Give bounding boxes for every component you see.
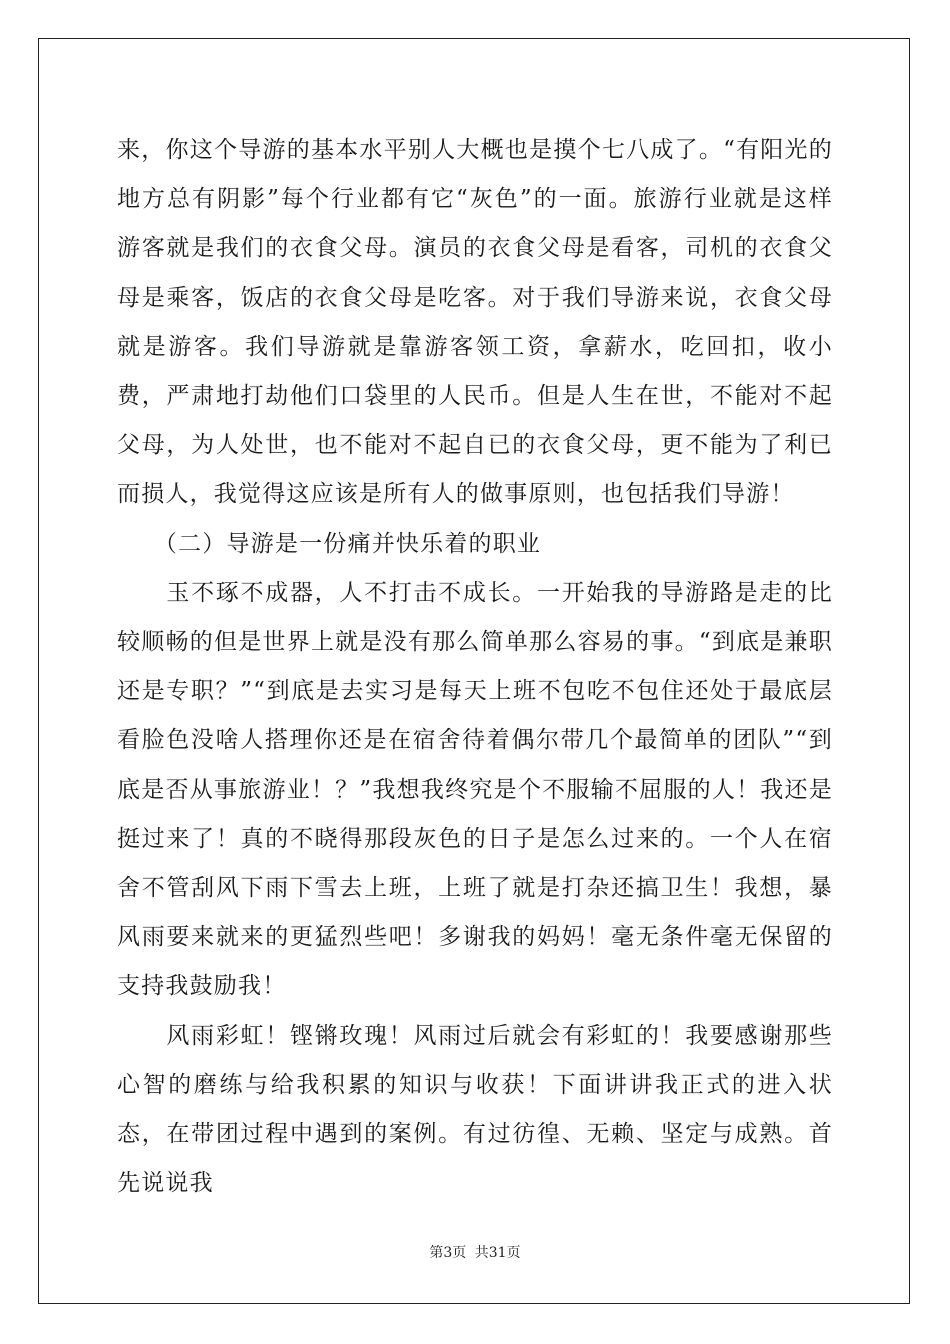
paragraph-continuation: 来，你这个导游的基本水平别人大概也是摸个七八成了。“有阳光的地方总有阴影”每个行业都有它“灰色”的一面。旅游行业就是这样游客就是我们的衣食父母。演员的衣食父母是看客，司机的衣食父母是乘客，饭店的衣食父母是吃客。对于我们导游来说，衣食父母就是游客。我们导游就是靠游客领工资，拿薪水，吃回扣，收小费，严肃地打劫他们口袋里的人民币。但是人生在世，不能对不起父母，为人处世，也不能对不起自已的衣食父母，更不能为了利已而损人，我觉得这应该是所有人的做事原则，也包括我们导游！ xyxy=(117,137,833,508)
paragraph-rainbow: 风雨彩虹！铿锵玫瑰！风雨过后就会有彩虹的！我要感谢那些心智的磨练与给我积累的知识与收获！下面讲讲我正式的进入状态，在带团过程中遇到的案例。有过彷徨、无赖、坚定与成熟。首先说说我 xyxy=(117,1022,833,1197)
document-body xyxy=(117,126,833,1208)
page-number: 第3页 xyxy=(429,1245,467,1261)
page-footer xyxy=(0,1242,950,1262)
paragraph-career: 玉不琢不成器，人不打击不成长。一开始我的导游路是走的比较顺畅的但是世界上就是没有那么简单那么容易的事。“到底是兼职还是专职？”“到底是去实习是每天上班不包吃不包住还处于最底层看脸色没啥人搭理你还是在宿舍待着偶尔带几个最简单的团队”“到底是否从事旅游业！？”我想我终究是个不服输不屈服的人！我还是挺过来了！真的不晓得那段灰色的日子是怎么过来的。一个人在宿舍不管刮风下雨下雪去上班，上班了就是打杂还搞卫生！我想，暴风雨要来就来的更猛烈些吧！多谢我的妈妈！毫无条件毫无保留的支持我鼓励我！ xyxy=(117,579,833,1000)
section-heading: （二）导游是一份痛并快乐着的职业 xyxy=(117,530,542,557)
total-pages: 共31页 xyxy=(474,1245,521,1261)
